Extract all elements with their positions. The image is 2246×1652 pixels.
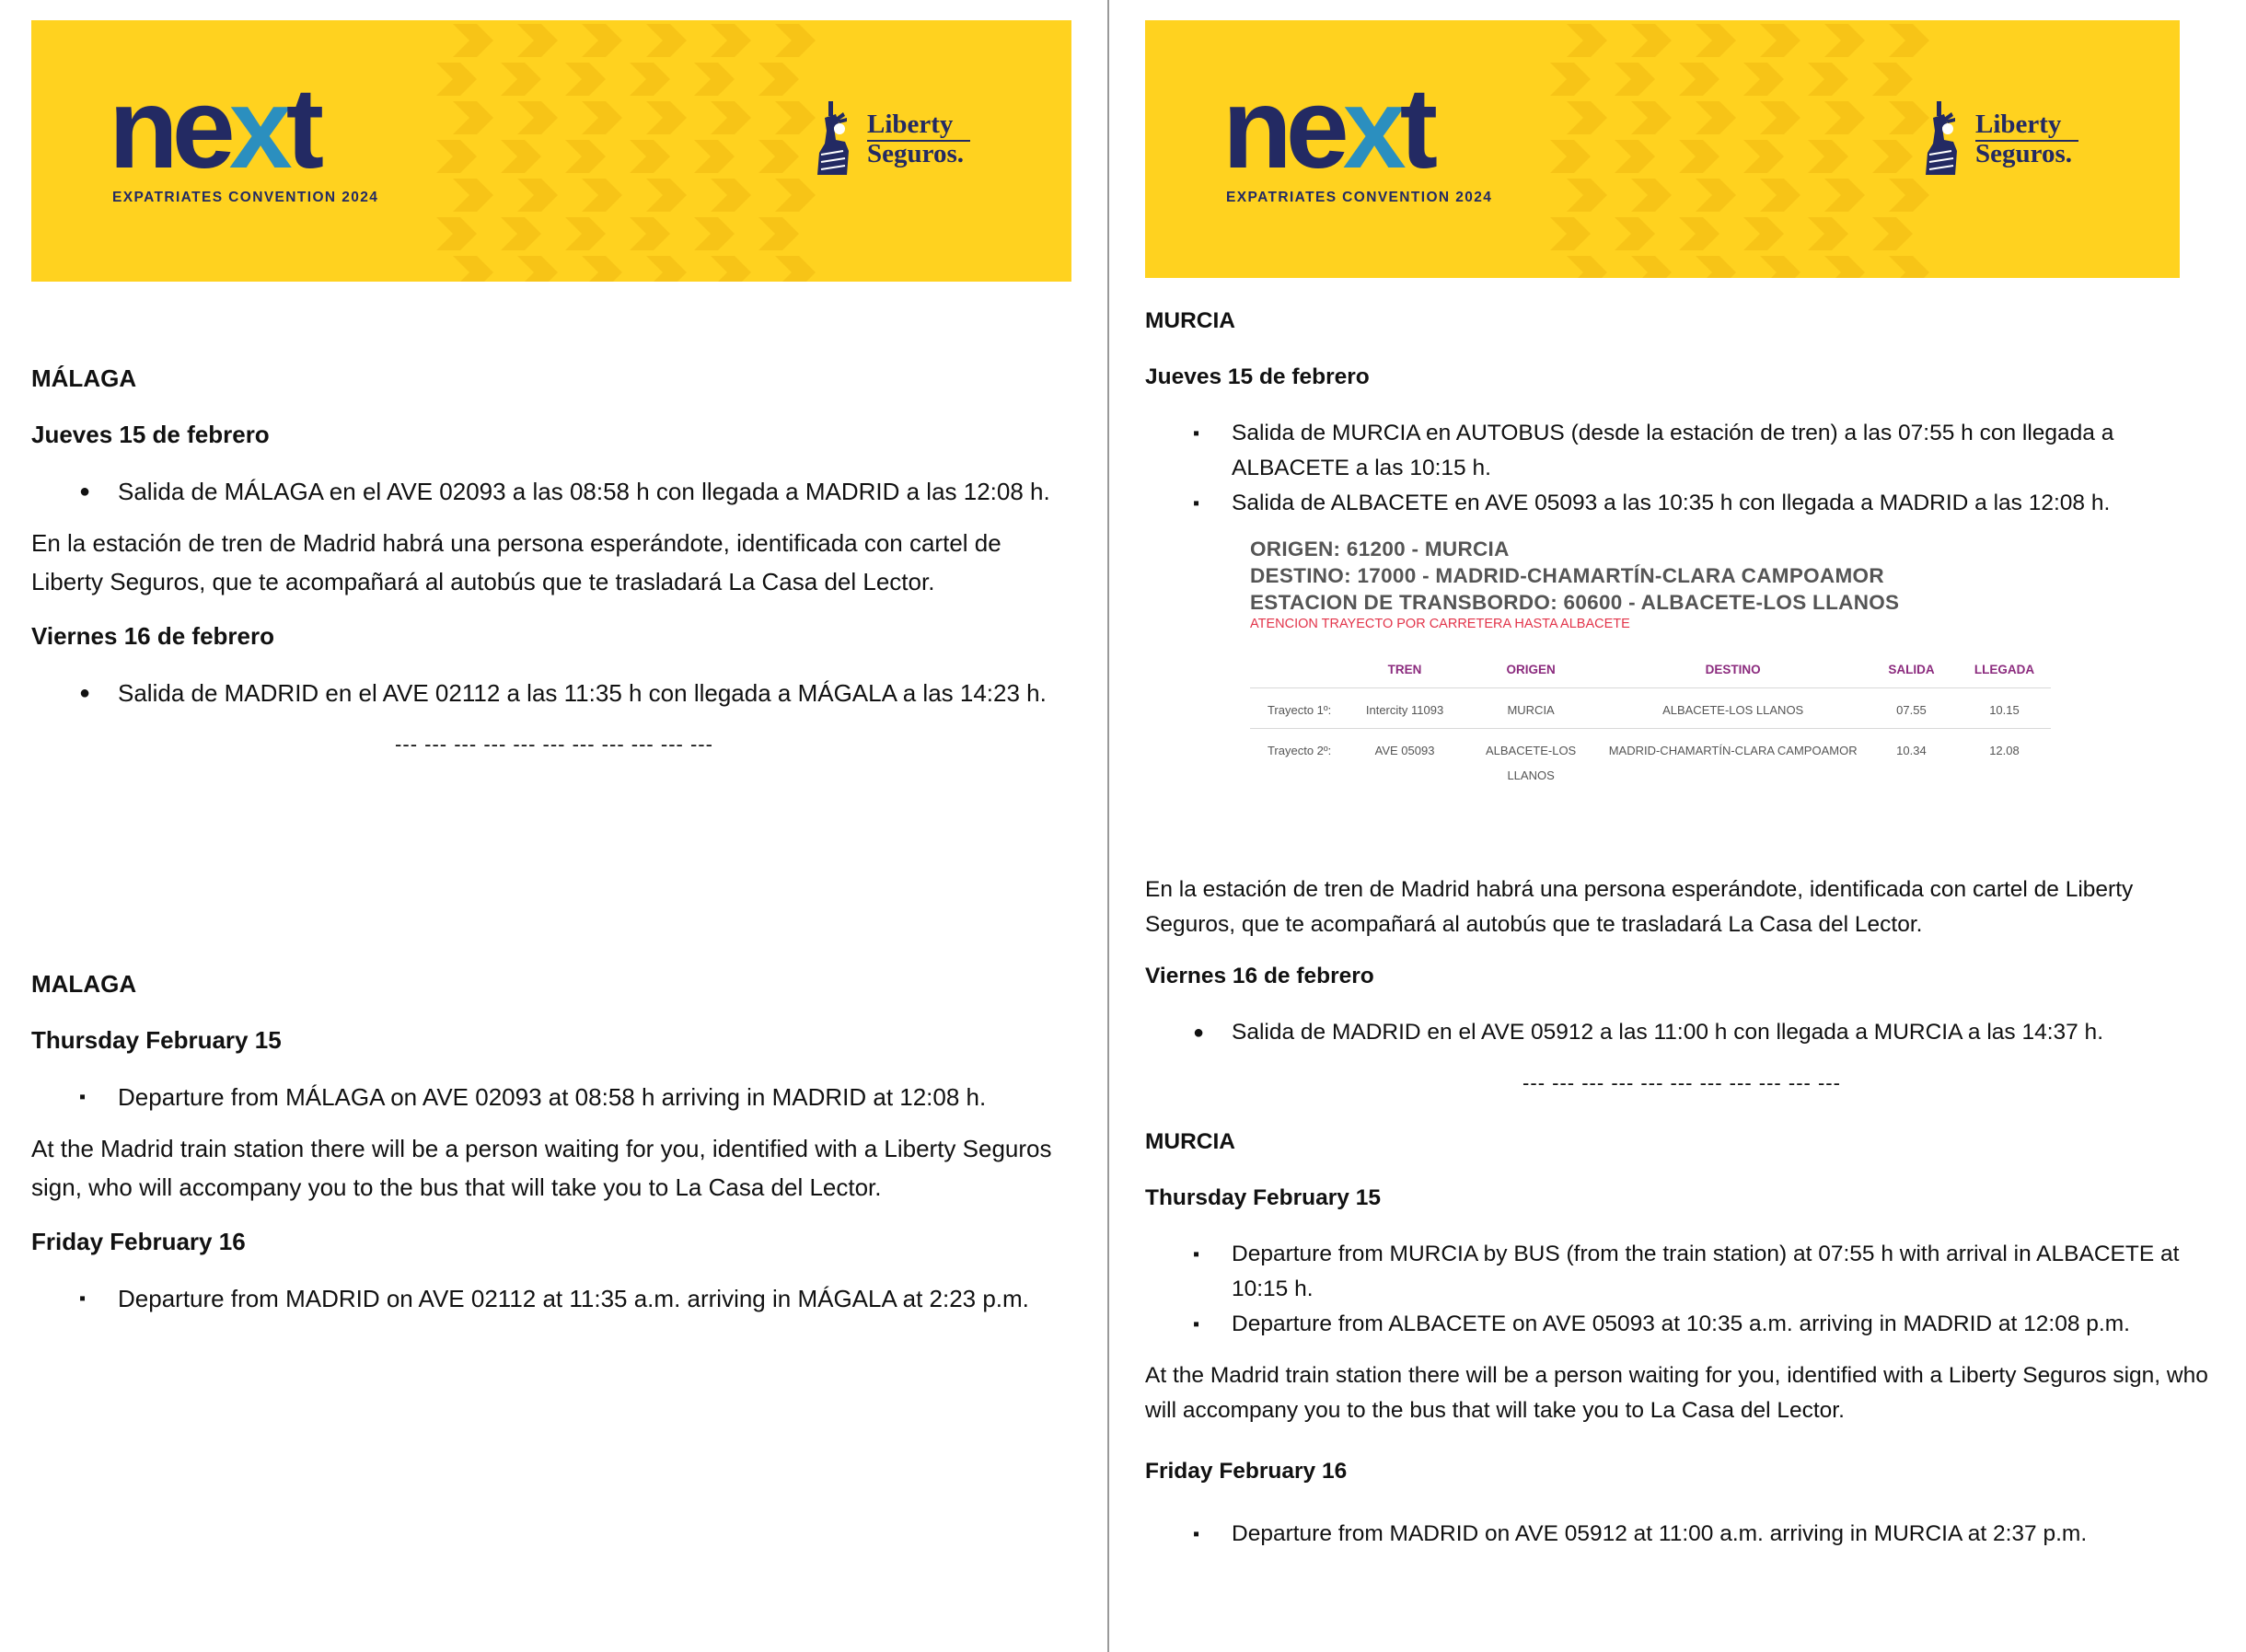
- column-header: [1250, 651, 1349, 688]
- day-heading: Jueves 15 de febrero: [1145, 364, 1370, 389]
- chevron-pattern-icon: [436, 20, 823, 282]
- ticket-transfer-station: ESTACION DE TRANSBORDO: 60600 - ALBACETE-LOS LLANOS: [1250, 591, 1900, 614]
- statue-of-liberty-icon: [1916, 99, 1974, 177]
- square-bullet-icon: ▪: [1193, 423, 1200, 444]
- bullet-icon: ●: [1193, 1022, 1205, 1043]
- next-logo: [1222, 65, 1493, 206]
- table-cell: MADRID-CHAMARTÍN-CLARA CAMPOAMOR: [1608, 744, 1858, 757]
- column-header: ORIGEN: [1506, 662, 1556, 676]
- list-item: ▪ Salida de MURCIA en AUTOBUS (desde la estación de tren) a las 07:55 h con llegada a ALBACETE a las 10:15 h.: [1145, 416, 2218, 486]
- column-header: DESTINO: [1705, 662, 1761, 676]
- murcia-spanish-section: [1145, 304, 2218, 521]
- ticket-warning: ATENCION TRAYECTO POR CARRETERA HASTA ALBACETE: [1250, 617, 1630, 631]
- table-cell: 07.55: [1865, 688, 1958, 729]
- bullet-icon: ●: [79, 481, 91, 502]
- bullet-icon: ●: [79, 683, 91, 703]
- square-bullet-icon: ▪: [1193, 1314, 1200, 1334]
- section-separator: --- --- --- --- --- --- --- --- --- --- ---: [1522, 1071, 1841, 1094]
- itinerary-list: [1145, 1015, 2218, 1050]
- table-cell: Trayecto 1º:: [1250, 688, 1349, 729]
- itinerary-list: [1145, 1237, 2218, 1342]
- column-header: LLEGADA: [1974, 662, 2035, 676]
- page-malaga: [0, 0, 1105, 1652]
- murcia-spanish-section-cont: [1145, 872, 2218, 1121]
- list-item: ▪ Salida de ALBACETE en AVE 05093 a las 10:35 h con llegada a MADRID a las 12:08 h.: [1145, 486, 2218, 521]
- square-bullet-icon: ▪: [79, 1087, 87, 1107]
- ticket-destination: DESTINO: 17000 - MADRID-CHAMARTÍN-CLARA CAMPOAMOR: [1250, 564, 1884, 587]
- itinerary-list: [31, 472, 1077, 511]
- city-heading: MALAGA: [31, 970, 137, 998]
- day-heading: Thursday February 15: [1145, 1185, 1381, 1210]
- statue-of-liberty-icon: [808, 99, 865, 177]
- table-cell: 10.15: [1958, 688, 2051, 729]
- list-item: ▪ Departure from MADRID on AVE 05912 at 11:00 a.m. arriving in MURCIA at 2:37 p.m.: [1145, 1517, 2218, 1552]
- list-item: ▪ Departure from ALBACETE on AVE 05093 at 10:35 a.m. arriving in MADRID at 12:08 p.m.: [1145, 1307, 2218, 1342]
- day-heading: Viernes 16 de febrero: [31, 622, 274, 650]
- column-header: SALIDA: [1888, 662, 1935, 676]
- day-heading: Friday February 16: [1145, 1459, 1348, 1484]
- list-item: ▪ Departure from MURCIA by BUS (from the train station) at 07:55 h with arrival in ALBACETE at 10:15 h.: [1145, 1237, 2218, 1307]
- city-heading: MURCIA: [1145, 308, 1235, 333]
- section-separator: --- --- --- --- --- --- --- --- --- --- ---: [395, 733, 713, 756]
- table-cell: Trayecto 2º:: [1267, 744, 1332, 757]
- city-heading: MURCIA: [1145, 1129, 1235, 1154]
- table-cell: 12.08: [1989, 744, 2020, 757]
- table-cell: 10.34: [1896, 744, 1927, 757]
- murcia-english-section: [1145, 1125, 2218, 1552]
- square-bullet-icon: ▪: [1193, 493, 1200, 514]
- paragraph: En la estación de tren de Madrid habrá una persona esperándote, identificada con cartel de Liberty Seguros, que te acompañará al autobús que te trasladará La Casa del Lector.: [31, 529, 1001, 595]
- logo-subtitle: EXPATRIATES CONVENTION 2024: [112, 190, 379, 205]
- list-item: ● Salida de MADRID en el AVE 05912 a las 11:00 h con llegada a MURCIA a las 14:37 h.: [1145, 1015, 2218, 1050]
- table-row: [1250, 729, 2051, 794]
- day-heading: Friday February 16: [31, 1228, 246, 1255]
- malaga-english-section: [31, 965, 1077, 1318]
- partner-name-line2: Seguros.: [867, 139, 965, 168]
- itinerary-list: [31, 674, 1077, 712]
- partner-name-line1: Liberty: [867, 110, 954, 139]
- paragraph: At the Madrid train station there will be a person waiting for you, identified with a Liberty Seguros sign, who will accompany you to the bus that will take you to La Casa del Lector.: [1145, 1363, 2208, 1423]
- city-heading: MÁLAGA: [31, 364, 137, 392]
- chevron-pattern-icon: [1550, 20, 1937, 278]
- list-item: ▪ Departure from MADRID on AVE 02112 at 11:35 a.m. arriving in MÁGALA at 2:23 p.m.: [31, 1279, 1077, 1318]
- table-cell: ALBACETE-LOS LLANOS: [1485, 744, 1577, 782]
- table-header-row: [1250, 651, 2051, 688]
- table-cell: MURCIA: [1461, 688, 1602, 729]
- paragraph: En la estación de tren de Madrid habrá una persona esperándote, identificada con cartel de Liberty Seguros, que te acompañará al autobús que te trasladará La Casa del Lector.: [1145, 877, 2134, 937]
- table-cell: AVE 05093: [1374, 744, 1435, 757]
- day-heading: Thursday February 15: [31, 1026, 282, 1054]
- ticket-table: [1250, 651, 2051, 793]
- itinerary-list: [31, 1078, 1077, 1116]
- partner-name-line1: Liberty: [1975, 110, 2062, 139]
- itinerary-list: [31, 1279, 1077, 1318]
- square-bullet-icon: ▪: [1193, 1244, 1200, 1265]
- square-bullet-icon: ▪: [79, 1288, 87, 1309]
- list-item: ● Salida de MADRID en el AVE 02112 a las 11:35 h con llegada a MÁGALA a las 14:23 h.: [31, 674, 1077, 712]
- logo-wordmark: next: [1222, 65, 1431, 192]
- liberty-seguros-logo: [1916, 99, 2091, 177]
- itinerary-list: [1145, 1517, 2218, 1552]
- column-header: TREN: [1387, 662, 1422, 676]
- page-murcia: [1112, 0, 2246, 1652]
- logo-wordmark: next: [109, 65, 318, 192]
- malaga-spanish-section: [31, 359, 1077, 784]
- day-heading: Jueves 15 de febrero: [31, 421, 270, 448]
- square-bullet-icon: ▪: [1193, 1524, 1200, 1544]
- logo-subtitle: EXPATRIATES CONVENTION 2024: [1226, 190, 1493, 205]
- table-cell: ALBACETE-LOS LLANOS: [1601, 688, 1865, 729]
- table-row: [1250, 688, 2051, 729]
- liberty-seguros-logo: [808, 99, 983, 177]
- header-banner: [1145, 20, 2180, 278]
- table-cell: Intercity 11093: [1349, 688, 1461, 729]
- header-banner: [31, 20, 1071, 282]
- paragraph: At the Madrid train station there will be a person waiting for you, identified with a Liberty Seguros sign, who will accompany you to the bus that will take you to La Casa del Lector.: [31, 1135, 1052, 1201]
- train-ticket: [1250, 536, 2060, 793]
- partner-name-line2: Seguros.: [1975, 139, 2073, 168]
- list-item: ▪ Departure from MÁLAGA on AVE 02093 at 08:58 h arriving in MADRID at 12:08 h.: [31, 1078, 1077, 1116]
- next-logo: [109, 65, 379, 206]
- page-divider: [1107, 0, 1109, 1652]
- list-item: ● Salida de MÁLAGA en el AVE 02093 a las 08:58 h con llegada a MADRID a las 12:08 h.: [31, 472, 1077, 511]
- itinerary-list: [1145, 416, 2218, 521]
- day-heading: Viernes 16 de febrero: [1145, 964, 1374, 988]
- ticket-origin: ORIGEN: 61200 - MURCIA: [1250, 537, 1510, 560]
